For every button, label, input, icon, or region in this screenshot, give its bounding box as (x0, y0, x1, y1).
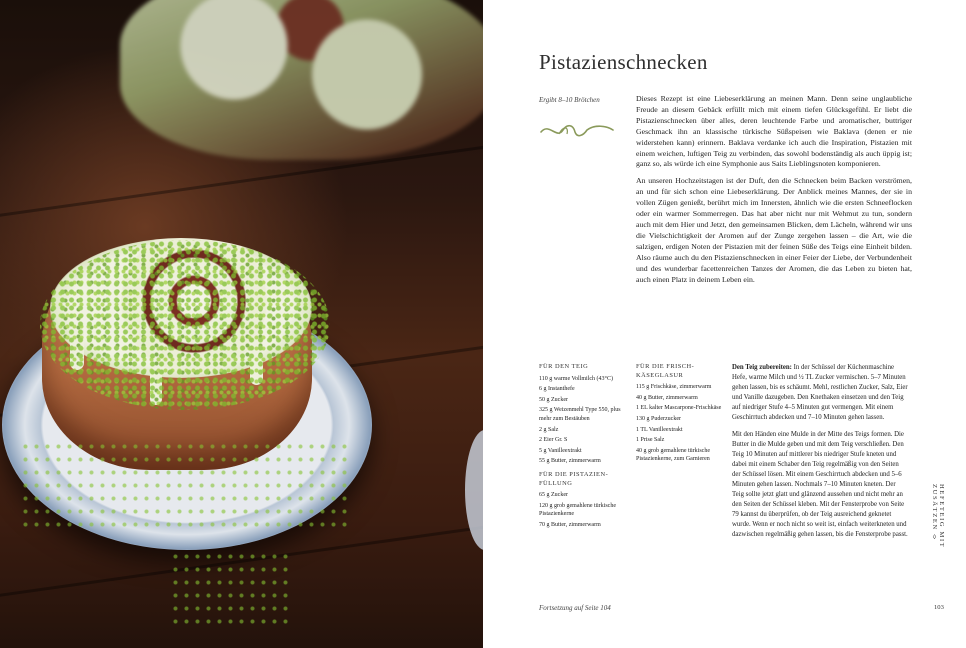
pistachio-crumbs (40, 240, 330, 410)
ingredient-item: 2 Eier Gr. S (539, 437, 568, 444)
decorative-swirl-icon (539, 120, 619, 142)
method-text (732, 363, 909, 547)
second-plate-edge (465, 430, 483, 550)
ingredients-column-2 (636, 363, 722, 466)
ingredients-column-1 (539, 363, 627, 532)
scattered-pistachios (170, 550, 290, 630)
scattered-pistachios (20, 440, 350, 530)
ingredient-item: 2 g Salz (539, 426, 559, 433)
ingredient-item: 65 g Zucker (539, 492, 568, 499)
ingredient-item: 5 g Vanilleextrakt (539, 447, 582, 454)
recipe-yield: Ergibt 8–10 Brötchen (539, 96, 600, 104)
method-paragraph: Mit den Händen eine Mulde in der Mitte des Teigs formen. Die Butter in die Mulde geben und mit dem Teig verschließen. Den Teig 10 Minuten auf mittlerer bis niedriger Stufe kneten und dabei mit einem Schaber den Teig regelmäßig von den Seiten der Schüssel lösen. Mit einem Geschirrtuch abdecken und 5–6 Minuten gehen lassen. Nochmals 7–10 Minuten kneten. Der Teig sollte jetzt glatt und glänzend aussehen und nicht mehr an den Seiten der Schüssel kleben. Mit der Fensterprobe von Seite 79 kannst du überprüfen, ob der Teig ausreichend geknetet wurde. Wenn er noch nicht so weit ist, einfach weiterkneten und dazwischen regelmäßig gehen lassen, bis die Fensterprobe passt. (732, 431, 908, 538)
background-pastry (120, 0, 483, 160)
intro-paragraph: Dieses Rezept ist eine Liebeserklärung an meinen Mann. Denn seine unglaubliche Freude an diesem Gebäck erfüllt mich mit einem tiefen Glücksgefühl. Er liebt die Pistazienschnecken über alles, deren leuchtende Farbe und aromatischer, buttriger Geschmack ihn an klassische türkische Süßspeisen wie Baklava (denen er nie widerstehen kann) erinnern. Baklava verdanke ich auch die Inspiration, Pistazien mit einem weichen, luftigen Teig zu verbinden, das sowohl bodenständig als auch üppig ist; ganz so, als würde ich eine Symphonie aus Saits Lieblingsnoten komponieren. (636, 94, 912, 169)
ingredient-item: 325 g Weizenmehl Type 550, plus mehr zum Bestäuben (539, 407, 621, 422)
ingredient-item: 6 g Instanthefe (539, 386, 575, 393)
ingredients-heading: FÜR DIE PISTAZIEN-FÜLLUNG (539, 470, 609, 487)
ingredient-item: 1 TL Vanilleextrakt (636, 426, 683, 433)
ingredient-item: 40 g Butter, zimmerwarm (636, 394, 698, 401)
ingredient-item: 120 g grob gemahlene türkische Pistazienkerne (539, 502, 616, 518)
ingredient-item: 1 EL kalter Mascarpone-Frischkäse (636, 405, 722, 412)
section-label: HEFETEIG MIT ZUSÄTZEN ◊ (931, 484, 945, 549)
method-step-lead: Den Teig zubereiten: (732, 364, 792, 371)
ingredient-item: 40 g grob gemahlene türkische Pistazienkerne, zum Garnieren (636, 447, 710, 463)
ingredient-item: 1 Prise Salz (636, 437, 665, 444)
intro-paragraph: An unseren Hochzeitstagen ist der Duft, den die Schnecken beim Backen verströmen, an und für sich schon eine Liebeserklärung. Der Anblick meines Mannes, der sie in vollen Zügen genießt, berührt mich im Innersten, ähnlich wie die ersten Schneeflocken oder ein warmer Sommerregen. Das hat aber nicht nur mit Wehmut zu tun, sondern auch mit dem Hier und Jetzt, den gemeinsamen Blicken, dem Lächeln, während wir uns die Vielschichtigkeit der Aromen auf der Zunge zergehen lassen – die Art, wie die salzigen, erdigen Noten der Pistazien mit der feinen Süße des Teigs eine Einheit bilden. Also räume auch du den Pistazienschnecken in einer Feier der Liebe, der Verbundenheit und des wunderbar facettenreichen Tanzes der Aromen, die das Leben zu bieten hat, auch einen Platz in deinem Leben ein. (636, 176, 912, 284)
intro-text (636, 94, 912, 291)
method-step-text: In der Schüssel der Küchenmaschine Hefe, warme Milch und ½ TL Zucker vermischen. 5–7 Minuten gehen lassen, bis es schäumt. Mehl, restlichen Zucker, Salz, Eier und Vanille dazugeben. Den Knethaken einsetzen und den Teig auf niedriger Stufe 4–5 Minuten gut vermengen. Mit einem Geschirrtuch abdecken und 7–10 Minuten gehen lassen. (732, 364, 908, 421)
ingredient-item: 115 g Frischkäse, zimmerwarm (636, 384, 712, 391)
ingredient-item: 55 g Butter, zimmerwarm (539, 458, 601, 465)
recipe-title: Pistazienschnecken (539, 50, 708, 74)
recipe-page (483, 0, 966, 648)
ingredient-item: 70 g Butter, zimmerwarm (539, 521, 601, 528)
ingredients-heading: FÜR DIE FRISCH-KÄSEGLASUR (636, 363, 695, 379)
ingredients-heading: FÜR DEN TEIG (539, 363, 589, 370)
continuation-note: Fortsetzung auf Seite 104 (539, 604, 611, 612)
ingredient-item: 130 g Puderzucker (636, 415, 681, 422)
ingredient-item: 110 g warme Vollmilch (43°C) (539, 375, 613, 382)
ingredient-item: 50 g Zucker (539, 396, 568, 403)
page-number: 103 (934, 604, 944, 611)
method-paragraph (732, 363, 909, 422)
